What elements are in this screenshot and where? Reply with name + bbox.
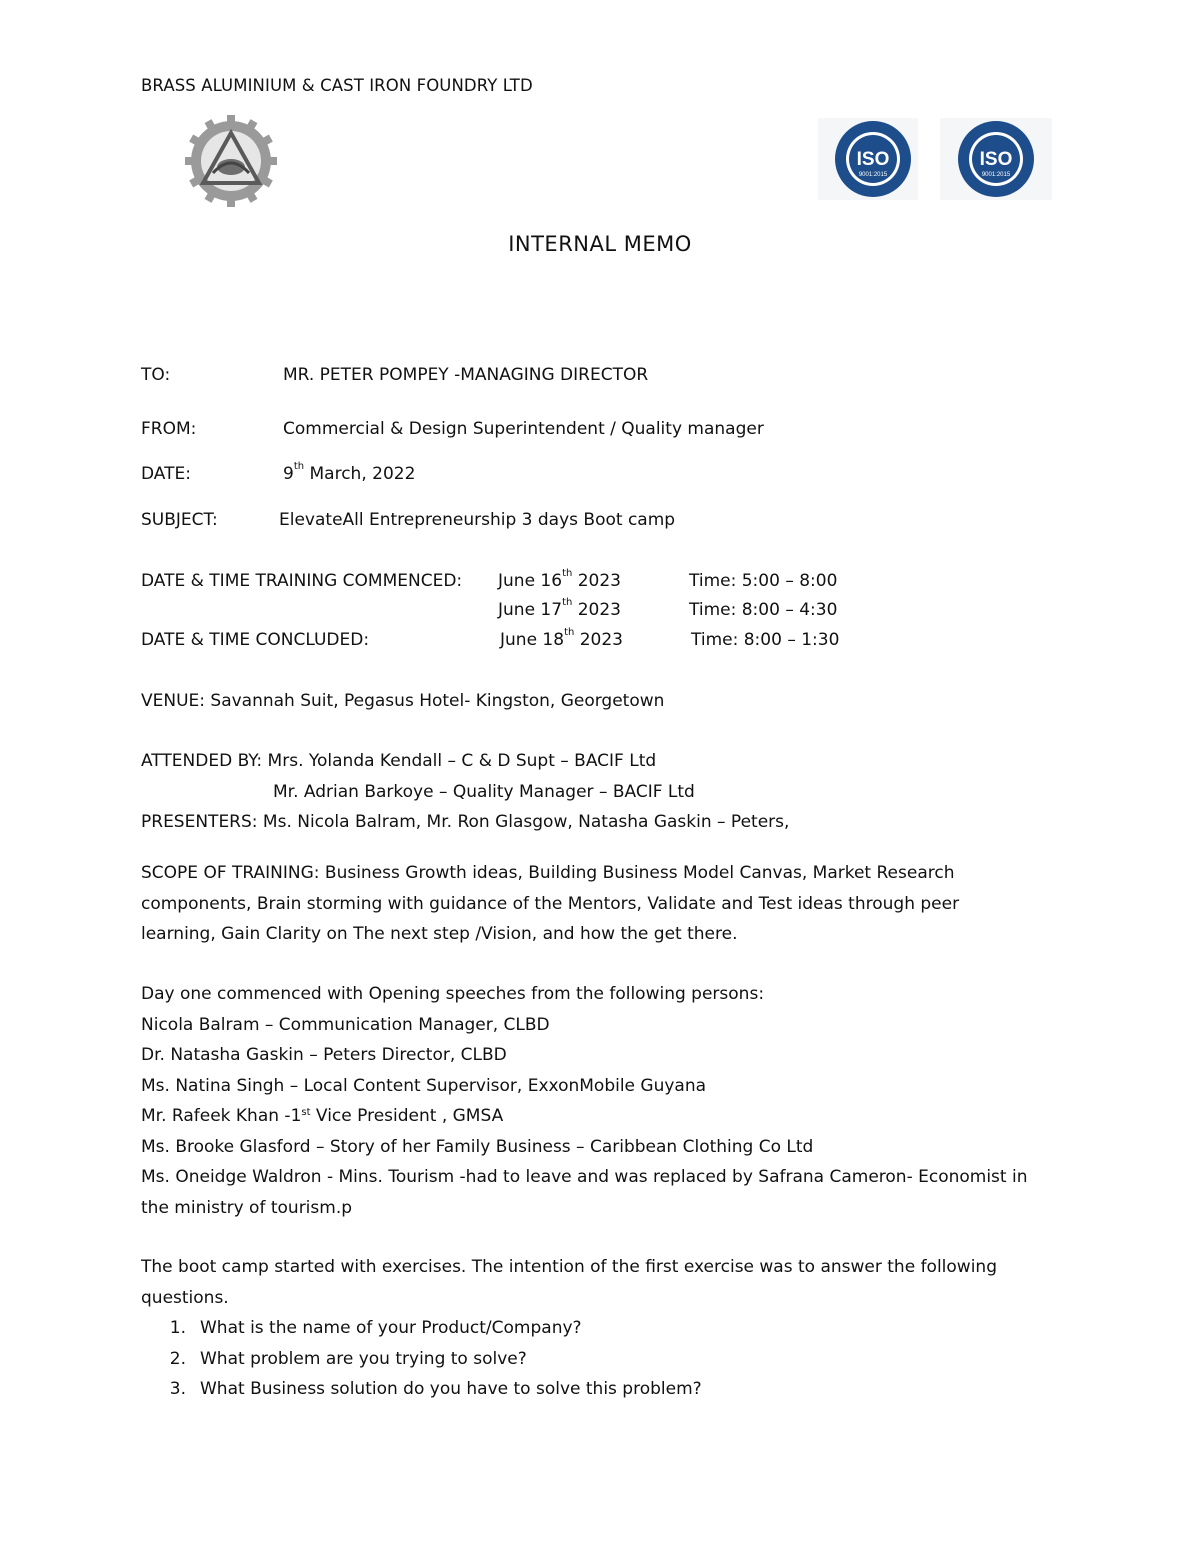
scope-line: learning, Gain Clarity on The next step /Vision, and how the get there. xyxy=(141,924,738,944)
commenced-label: DATE & TIME TRAINING COMMENCED: xyxy=(141,571,463,591)
subject-label: SUBJECT: xyxy=(141,510,218,530)
bootcamp-paragraph xyxy=(141,1252,997,1313)
schedule-date: June 17th 2023 xyxy=(498,597,621,620)
gear-foundry-logo-icon xyxy=(183,113,279,209)
list-item: 2. What problem are you trying to solve? xyxy=(169,1348,527,1369)
iso-badge-text: ISO xyxy=(856,149,890,170)
speaker-line: Dr. Natasha Gaskin – Peters Director, CLBD xyxy=(141,1045,507,1065)
schedule-time: Time: 5:00 – 8:00 xyxy=(689,571,838,591)
speaker-line: Ms. Oneidge Waldron - Mins. Tourism -had to leave and was replaced by Safrana Cameron- Economist in xyxy=(141,1167,1028,1187)
iso-badge-standard: 9001:2015 xyxy=(858,172,888,178)
speaker-line: Mr. Rafeek Khan -1st Vice President , GMSA xyxy=(141,1106,504,1126)
speaker-line: Ms. Natina Singh – Local Content Supervisor, ExxonMobile Guyana xyxy=(141,1075,707,1096)
subject-value: ElevateAll Entrepreneurship 3 days Boot camp xyxy=(279,510,676,530)
schedule-time: Time: 8:00 – 1:30 xyxy=(691,630,840,650)
iso-certification-badge-icon xyxy=(818,118,918,200)
speeches-intro: Day one commenced with Opening speeches from the following persons: xyxy=(141,984,765,1004)
iso-badge-text: ISO xyxy=(979,149,1013,170)
presenters: PRESENTERS: Ms. Nicola Balram, Mr. Ron Glasgow, Natasha Gaskin – Peters, xyxy=(141,812,790,832)
opening-speeches xyxy=(141,979,1027,1223)
from-label: FROM: xyxy=(141,419,197,439)
from-value: Commercial & Design Superintendent / Quality manager xyxy=(283,419,764,439)
schedule-date: June 18th 2023 xyxy=(500,627,623,650)
date-value: 9th March, 2022 xyxy=(283,461,416,484)
questions-list xyxy=(114,1313,702,1405)
scope-of-training xyxy=(141,858,959,950)
schedule-date: June 16th 2023 xyxy=(498,568,621,591)
attended-by-second: Mr. Adrian Barkoye – Quality Manager – BACIF Ltd xyxy=(273,782,695,802)
to-value: MR. PETER POMPEY -MANAGING DIRECTOR xyxy=(283,365,649,385)
concluded-label: DATE & TIME CONCLUDED: xyxy=(141,630,370,650)
speaker-line: Nicola Balram – Communication Manager, CLBD xyxy=(141,1014,550,1035)
speaker-line: the ministry of tourism.p xyxy=(141,1197,353,1218)
scope-line: components, Brain storming with guidance of the Mentors, Validate and Test ideas through peer xyxy=(141,893,960,914)
list-item: 3. What Business solution do you have to solve this problem? xyxy=(169,1379,702,1399)
memo-title: INTERNAL MEMO xyxy=(508,232,692,256)
company-name: BRASS ALUMINIUM & CAST IRON FOUNDRY LTD xyxy=(141,76,533,95)
bootcamp-line: questions. xyxy=(141,1287,229,1308)
schedule-time: Time: 8:00 – 4:30 xyxy=(689,600,838,620)
iso-badge-standard: 9001:2015 xyxy=(981,172,1011,178)
venue: VENUE: Savannah Suit, Pegasus Hotel- Kingston, Georgetown xyxy=(141,691,665,711)
scope-line: SCOPE OF TRAINING: Business Growth ideas, Building Business Model Canvas, Market Research xyxy=(141,863,955,883)
attended-by: ATTENDED BY: Mrs. Yolanda Kendall – C & D Supt – BACIF Ltd xyxy=(141,751,657,771)
to-label: TO: xyxy=(141,365,171,385)
bootcamp-line: The boot camp started with exercises. The intention of the first exercise was to answer the following xyxy=(141,1257,997,1277)
list-item: 1. What is the name of your Product/Company? xyxy=(169,1318,582,1338)
speaker-line: Ms. Brooke Glasford – Story of her Family Business – Caribbean Clothing Co Ltd xyxy=(141,1136,814,1157)
iso-certification-badge-icon xyxy=(940,118,1052,200)
date-label: DATE: xyxy=(141,464,191,484)
